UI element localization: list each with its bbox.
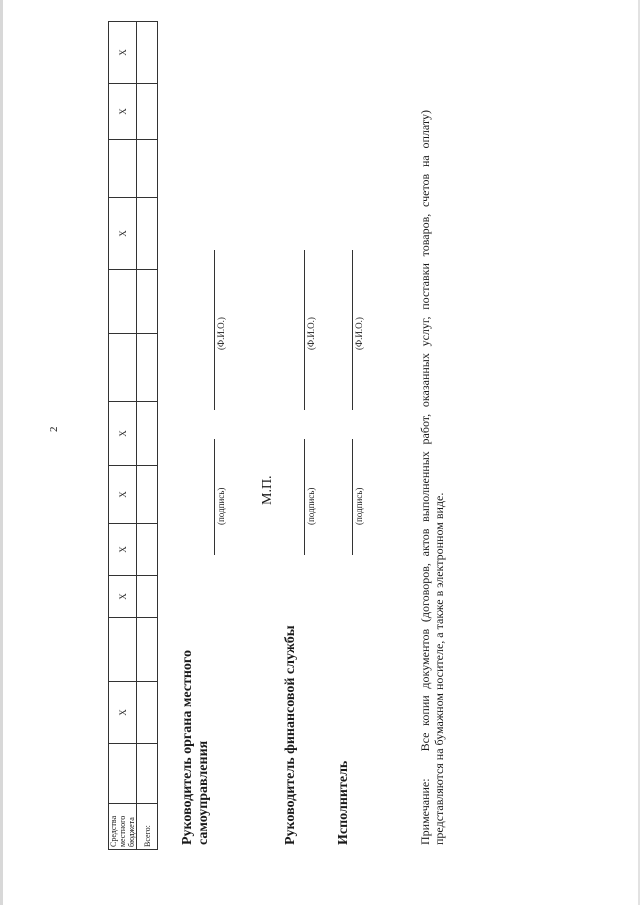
table-cell: X <box>109 22 137 84</box>
name-line <box>352 250 353 410</box>
table-cell <box>137 618 158 682</box>
name-caption: (Ф.И.О.) <box>216 317 226 350</box>
signature-title-executor: Исполнитель <box>336 760 351 845</box>
table-cell <box>137 84 158 140</box>
signature-caption: (подпись) <box>216 487 226 525</box>
name-line <box>304 250 305 410</box>
table-cell: X <box>109 682 137 744</box>
note-text: Все копии документов (договоров, актов выполненных работ, оказанных услуг, поставки товаров, счетов на оплату) представляются на бумажном носителе, а также в электронном виде. <box>418 109 446 845</box>
table-cell: X <box>109 84 137 140</box>
table-cell <box>137 140 158 198</box>
note-label: Примечание: <box>418 778 432 845</box>
signature-line <box>304 439 305 555</box>
table-cell <box>109 334 137 402</box>
table-cell <box>137 198 158 270</box>
name-caption: (Ф.И.О.) <box>306 317 316 350</box>
table-cell <box>109 140 137 198</box>
signature-line <box>352 439 353 555</box>
table-cell <box>137 334 158 402</box>
stamp-placeholder: М.П. <box>260 475 275 505</box>
table-cell <box>137 402 158 466</box>
table-cell: X <box>109 524 137 576</box>
table-cell <box>137 22 158 84</box>
table-row <box>109 22 137 850</box>
table-cell <box>109 618 137 682</box>
signature-caption: (подпись) <box>306 487 316 525</box>
table-cell <box>137 576 158 618</box>
table-cell <box>137 682 158 744</box>
table-cell <box>137 270 158 334</box>
signature-caption: (подпись) <box>354 487 364 525</box>
name-line <box>214 250 215 410</box>
page-number: 2 <box>48 426 60 432</box>
table-cell: X <box>109 402 137 466</box>
table-cell <box>137 524 158 576</box>
signature-title-finance: Руководитель финансовой службы <box>283 625 298 845</box>
signature-title-head: Руководитель органа местного самоуправления <box>180 650 211 845</box>
table-row <box>137 22 158 850</box>
note <box>418 110 446 845</box>
table-cell <box>109 270 137 334</box>
table-cell <box>137 466 158 524</box>
table-cell: X <box>109 466 137 524</box>
table-cell <box>109 744 137 804</box>
table-cell <box>137 744 158 804</box>
budget-table <box>108 21 158 850</box>
row-label: Всего: <box>137 804 158 850</box>
name-caption: (Ф.И.О.) <box>354 317 364 350</box>
row-label: Средства местного бюджета <box>109 804 137 850</box>
signature-line <box>214 439 215 555</box>
table-cell: X <box>109 576 137 618</box>
table-cell: X <box>109 198 137 270</box>
